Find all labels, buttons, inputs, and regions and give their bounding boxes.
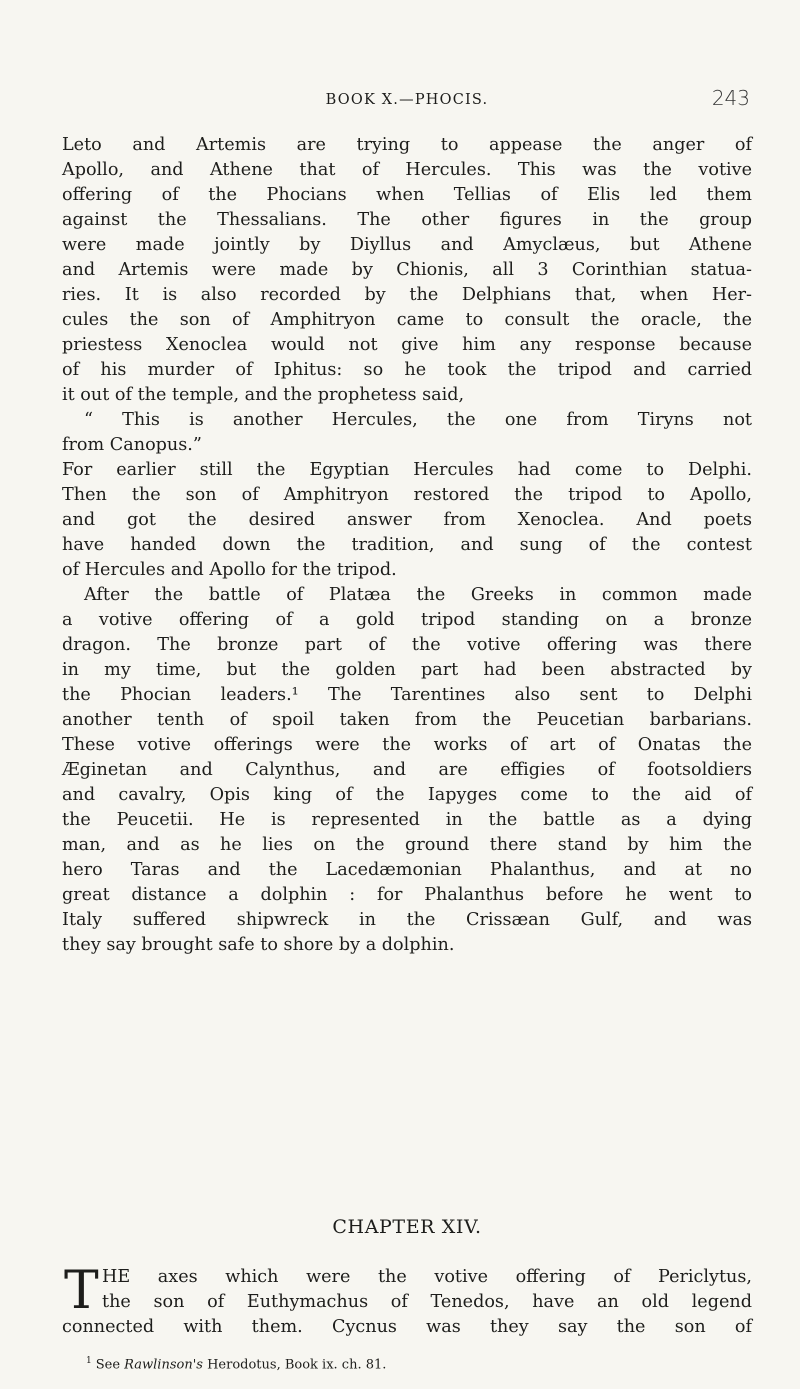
text-line: a votive offering of a gold tripod standing on a bronze [62, 610, 752, 630]
chapter-line: the son of Euthymachus of Tenedos, have an old legend [102, 1292, 752, 1312]
text-line: they say brought safe to shore by a dolphin. [62, 935, 455, 955]
text-line: the Peucetii. He is represented in the battle as a dying [62, 810, 752, 830]
text-line: offering of the Phocians when Tellias of Elis led them [62, 185, 752, 205]
text-line: were made jointly by Diyllus and Amyclæus, but Athene [62, 235, 752, 255]
chapter-line [62, 1265, 752, 1290]
text-line: dragon. The bronze part of the votive offering was there [62, 635, 752, 655]
text-line: For earlier still the Egyptian Hercules had come to Delphi. [62, 460, 752, 480]
body-text [62, 133, 752, 958]
chapter-first-word-rest: HE [102, 1267, 131, 1287]
footnote-italic: Rawlinson's [124, 1357, 203, 1373]
text-line: of his murder of Iphitus: so he took the tripod and carried [62, 360, 752, 380]
text-line: the Phocian leaders.¹ The Tarentines also sent to Delphi [62, 685, 752, 705]
text-line: of Hercules and Apollo for the tripod. [62, 560, 397, 580]
chapter-line: connected with them. Cycnus was they say the son of [62, 1317, 752, 1337]
running-head [62, 86, 752, 114]
text-line: priestess Xenoclea would not give him any response because [62, 335, 752, 355]
text-line: in my time, but the golden part had been abstracted by [62, 660, 752, 680]
footnote [62, 1352, 776, 1374]
text-line: and cavalry, Opis king of the Iapyges come to the aid of [62, 785, 752, 805]
text-line: and Artemis were made by Chionis, all 3 Corinthian statua- [62, 260, 752, 280]
text-line: Then the son of Amphitryon restored the tripod to Apollo, [62, 485, 752, 505]
text-line: Æginetan and Calynthus, and are effigies of footsoldiers [62, 760, 752, 780]
footnote-prefix: See [95, 1357, 125, 1373]
text-line: Leto and Artemis are trying to appease the anger of [62, 135, 752, 155]
chapter-heading: CHAPTER XIV. [332, 1216, 482, 1238]
chapter-text [62, 1261, 752, 1340]
text-line: cules the son of Amphitryon came to consult the oracle, the [62, 310, 752, 330]
text-line: another tenth of spoil taken from the Peucetian barbarians. [62, 710, 752, 730]
text-line: ries. It is also recorded by the Delphians that, when Her- [62, 285, 752, 305]
drop-cap: T [64, 1261, 99, 1321]
page-number: 243 [711, 86, 750, 110]
footnote-mark: 1 [86, 1356, 92, 1366]
text-line: Italy suffered shipwreck in the Crissæan Gulf, and was [62, 910, 752, 930]
running-title: BOOK X.—PHOCIS. [325, 92, 489, 108]
text-line: against the Thessalians. The other figures in the group [62, 210, 752, 230]
text-line: hero Taras and the Lacedæmonian Phalanthus, and at no [62, 860, 752, 880]
text-line: These votive offerings were the works of art of Onatas the [62, 735, 752, 755]
text-line: it out of the temple, and the prophetess said, [62, 385, 465, 405]
text-line: Apollo, and Athene that of Hercules. This was the votive [62, 160, 752, 180]
text-line: have handed down the tradition, and sung of the contest [62, 535, 752, 555]
text-line: from Canopus.” [62, 435, 202, 455]
text-line: “ This is another Hercules, the one from Tiryns not [84, 410, 752, 430]
text-line: and got the desired answer from Xenoclea. And poets [62, 510, 752, 530]
text-line: great distance a dolphin : for Phalanthus before he went to [62, 885, 752, 905]
chapter-line1-rest: axes which were the votive offering of Periclytus, [130, 1267, 752, 1287]
text-line: man, and as he lies on the ground there stand by him the [62, 835, 752, 855]
footnote-suffix: Herodotus, Book ix. ch. 81. [202, 1357, 387, 1373]
text-line: After the battle of Platæa the Greeks in common made [84, 585, 752, 605]
